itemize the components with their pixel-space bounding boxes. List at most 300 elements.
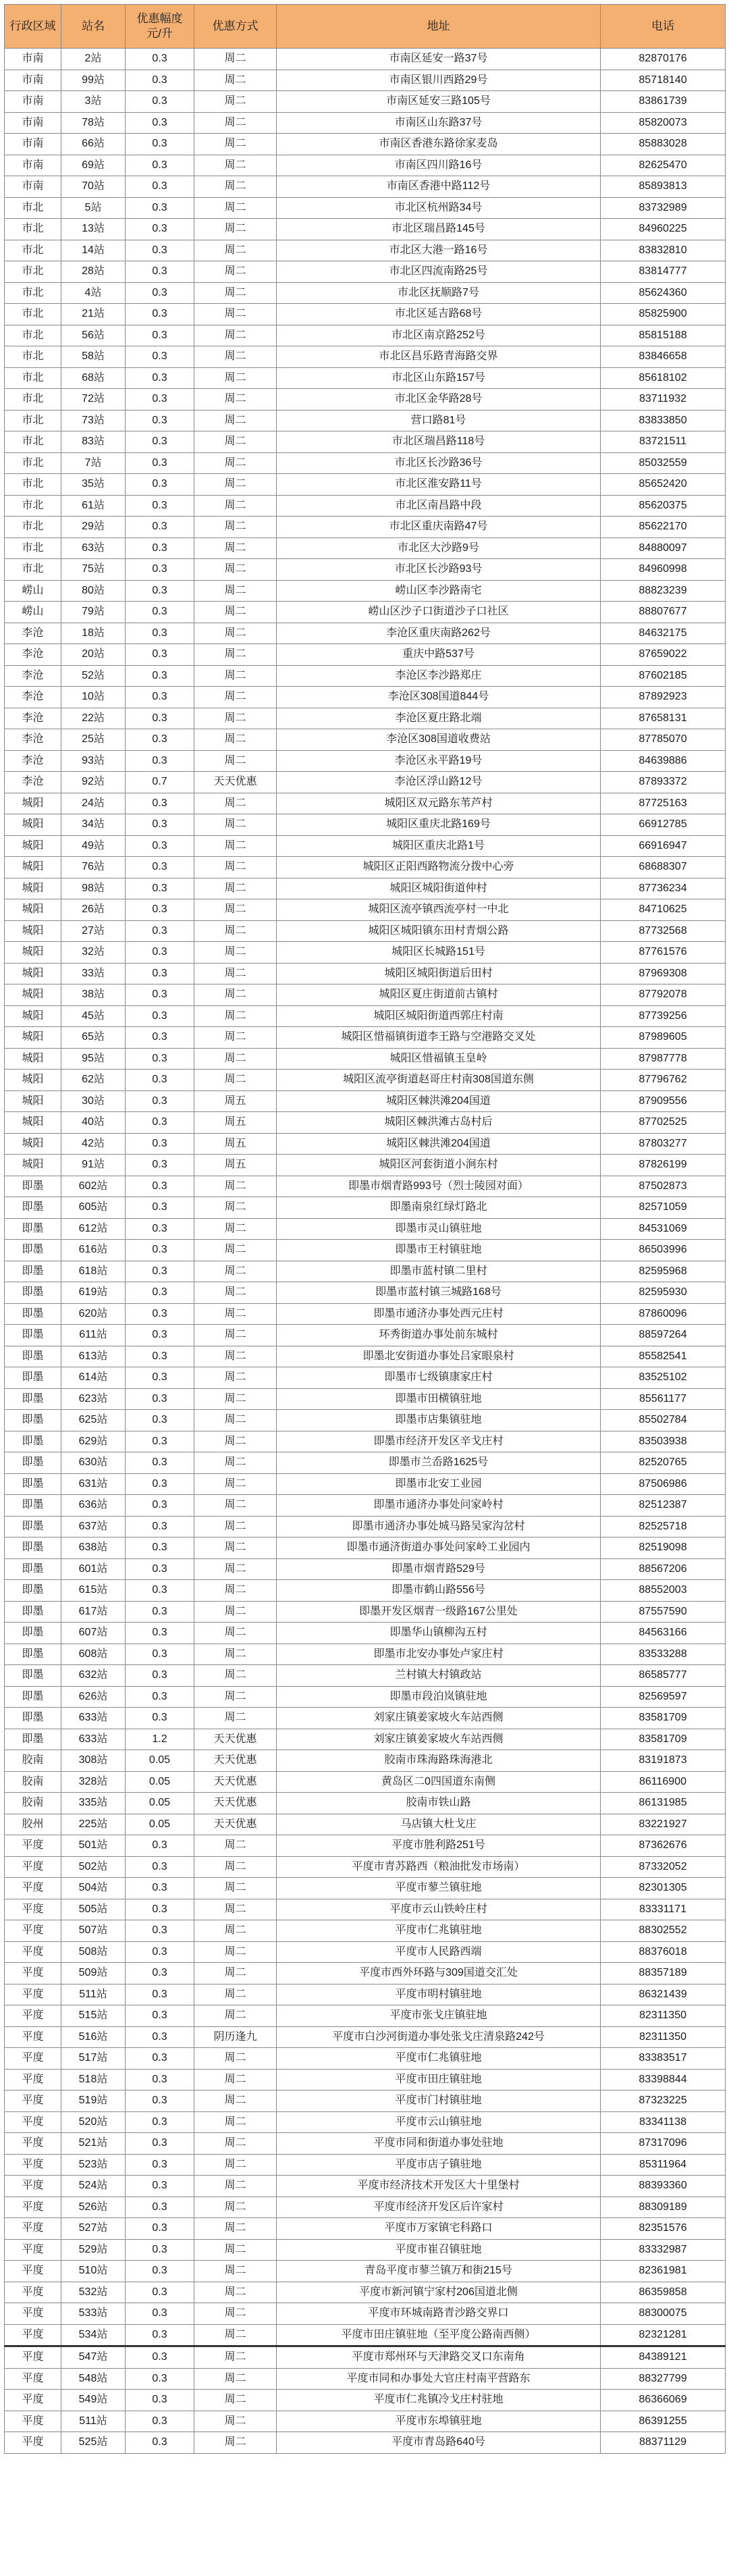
cell-address: 即墨市兰岙路1625号 — [277, 1452, 601, 1474]
cell-address: 市北区杭州路34号 — [277, 197, 601, 219]
cell-station: 28站 — [61, 261, 126, 283]
cell-station: 328站 — [61, 1771, 126, 1793]
cell-discount: 0.3 — [126, 431, 194, 453]
cell-address: 市北区淮安路11号 — [277, 474, 601, 496]
table-row — [5, 155, 726, 176]
cell-station: 524站 — [61, 2176, 126, 2197]
cell-station: 3站 — [61, 91, 126, 113]
cell-discount: 0.3 — [126, 1303, 194, 1325]
cell-discount: 0.3 — [126, 2346, 194, 2369]
cell-district: 平度 — [5, 2411, 61, 2432]
table-row — [5, 1133, 726, 1155]
cell-address: 平度市田庄镇驻地（至平度公路南西侧） — [277, 2324, 601, 2346]
cell-method: 周二 — [194, 2432, 277, 2454]
cell-phone: 87658131 — [601, 708, 726, 729]
cell-station: 5站 — [61, 197, 126, 219]
cell-address: 即墨市北安办事处卢家庄村 — [277, 1644, 601, 1665]
cell-district: 市北 — [5, 346, 61, 368]
cell-station: 534站 — [61, 2324, 126, 2346]
cell-address: 李沧区308国道844号 — [277, 687, 601, 708]
cell-phone: 86131985 — [601, 1793, 726, 1814]
cell-station: 63站 — [61, 537, 126, 559]
cell-address: 即墨市烟青路529号 — [277, 1558, 601, 1580]
cell-address: 市南区延安一路37号 — [277, 49, 601, 70]
header-row — [5, 5, 726, 49]
table-row — [5, 1644, 726, 1665]
cell-district: 崂山 — [5, 580, 61, 602]
cell-district: 平度 — [5, 2176, 61, 2197]
table-row — [5, 2432, 726, 2454]
cell-phone: 87557590 — [601, 1601, 726, 1623]
cell-discount: 0.3 — [126, 155, 194, 176]
cell-discount: 0.3 — [126, 410, 194, 431]
cell-method: 周二 — [194, 559, 277, 581]
cell-district: 平度 — [5, 1963, 61, 1984]
cell-district: 城阳 — [5, 984, 61, 1006]
cell-method: 周二 — [194, 2048, 277, 2070]
cell-phone: 85652420 — [601, 474, 726, 496]
cell-station: 26站 — [61, 899, 126, 921]
cell-station: 509站 — [61, 1963, 126, 1984]
cell-phone: 82625470 — [601, 155, 726, 176]
table-row — [5, 2261, 726, 2282]
cell-station: 548站 — [61, 2368, 126, 2390]
cell-discount: 0.3 — [126, 2154, 194, 2176]
table-row — [5, 1346, 726, 1367]
table-row — [5, 1686, 726, 1708]
cell-method: 周二 — [194, 1878, 277, 1899]
table-row — [5, 346, 726, 368]
cell-station: 638站 — [61, 1537, 126, 1559]
cell-phone: 86116900 — [601, 1771, 726, 1793]
cell-address: 市北区南京路252号 — [277, 325, 601, 346]
cell-phone: 87506986 — [601, 1473, 726, 1495]
cell-station: 508站 — [61, 1941, 126, 1963]
cell-method: 周二 — [194, 325, 277, 346]
cell-discount: 0.3 — [126, 1537, 194, 1559]
cell-station: 501站 — [61, 1835, 126, 1857]
table-row — [5, 517, 726, 538]
cell-station: 2站 — [61, 49, 126, 70]
cell-discount: 0.3 — [126, 1920, 194, 1942]
cell-phone: 87892923 — [601, 687, 726, 708]
cell-method: 天天优惠 — [194, 1771, 277, 1793]
table-row — [5, 1984, 726, 2005]
table-row — [5, 2282, 726, 2303]
cell-address: 城阳区城阳镇东田村青烟公路 — [277, 920, 601, 942]
cell-district: 市北 — [5, 474, 61, 496]
cell-phone: 82311350 — [601, 2005, 726, 2027]
cell-district: 平度 — [5, 2091, 61, 2112]
table-row — [5, 2390, 726, 2411]
table-row — [5, 2197, 726, 2218]
cell-district: 平度 — [5, 1835, 61, 1857]
cell-method: 天天优惠 — [194, 1793, 277, 1814]
cell-district: 即墨 — [5, 1729, 61, 1750]
cell-discount: 0.3 — [126, 1090, 194, 1112]
cell-station: 617站 — [61, 1601, 126, 1623]
cell-address: 即墨市烟青路993号（烈士陵园对面） — [277, 1176, 601, 1197]
cell-station: 615站 — [61, 1580, 126, 1602]
cell-address: 平度市同和街道办事处驻地 — [277, 2133, 601, 2155]
cell-station: 633站 — [61, 1708, 126, 1729]
cell-station: 549站 — [61, 2390, 126, 2411]
cell-phone: 87702525 — [601, 1112, 726, 1134]
cell-station: 38站 — [61, 984, 126, 1006]
cell-method: 周二 — [194, 282, 277, 304]
cell-discount: 0.3 — [126, 240, 194, 261]
cell-method: 周二 — [194, 1452, 277, 1474]
table-row — [5, 1090, 726, 1112]
cell-phone: 68688307 — [601, 857, 726, 878]
cell-address: 城阳区棘洪滩204国道 — [277, 1090, 601, 1112]
table-row — [5, 1580, 726, 1602]
cell-station: 72站 — [61, 389, 126, 411]
cell-phone: 82311350 — [601, 2026, 726, 2048]
cell-station: 547站 — [61, 2346, 126, 2369]
table-row — [5, 1963, 726, 1984]
cell-station: 69站 — [61, 155, 126, 176]
cell-station: 10站 — [61, 687, 126, 708]
cell-discount: 0.3 — [126, 1452, 194, 1474]
table-row — [5, 1708, 726, 1729]
cell-address: 平度市人民路西端 — [277, 1941, 601, 1963]
table-row — [5, 2176, 726, 2197]
cell-method: 周二 — [194, 1197, 277, 1219]
table-row — [5, 2346, 726, 2369]
cell-discount: 0.3 — [126, 1431, 194, 1452]
cell-method: 周二 — [194, 920, 277, 942]
cell-district: 平度 — [5, 1941, 61, 1963]
cell-station: 517站 — [61, 2048, 126, 2070]
cell-method: 周二 — [194, 580, 277, 602]
header-discount — [126, 5, 194, 49]
table-row — [5, 367, 726, 389]
cell-address: 平度市经济技术开发区大十里堡村 — [277, 2176, 601, 2197]
cell-phone: 82569597 — [601, 1686, 726, 1708]
cell-discount: 0.3 — [126, 814, 194, 836]
cell-station: 32站 — [61, 942, 126, 964]
cell-method: 周二 — [194, 665, 277, 687]
cell-method: 周二 — [194, 942, 277, 964]
cell-station: 511站 — [61, 1984, 126, 2005]
cell-district: 市北 — [5, 240, 61, 261]
cell-station: 73站 — [61, 410, 126, 431]
cell-method: 周二 — [194, 346, 277, 368]
cell-address: 市北区昌乐路青海路交界 — [277, 346, 601, 368]
cell-address: 市北区大沙路9号 — [277, 537, 601, 559]
cell-discount: 0.3 — [126, 580, 194, 602]
table-row — [5, 1070, 726, 1091]
cell-station: 68站 — [61, 367, 126, 389]
cell-district: 平度 — [5, 2005, 61, 2027]
cell-discount: 0.3 — [126, 602, 194, 623]
cell-discount: 0.3 — [126, 1218, 194, 1240]
cell-district: 即墨 — [5, 1410, 61, 1431]
cell-address: 市南区四川路16号 — [277, 155, 601, 176]
cell-phone: 87909556 — [601, 1090, 726, 1112]
cell-phone: 83581709 — [601, 1729, 726, 1750]
cell-station: 523站 — [61, 2154, 126, 2176]
cell-address: 市北区瑞昌路118号 — [277, 431, 601, 453]
cell-address: 平度市店子镇驻地 — [277, 2154, 601, 2176]
table-row — [5, 2411, 726, 2432]
cell-discount: 0.3 — [126, 1176, 194, 1197]
cell-discount: 0.3 — [126, 197, 194, 219]
cell-phone: 88302552 — [601, 1920, 726, 1942]
cell-discount: 0.3 — [126, 665, 194, 687]
cell-method: 周二 — [194, 1240, 277, 1261]
header-discount-text: 优惠幅度元/升 — [136, 12, 183, 40]
cell-discount: 0.3 — [126, 1197, 194, 1219]
cell-address: 即墨市王村镇驻地 — [277, 1240, 601, 1261]
cell-phone: 83833850 — [601, 410, 726, 431]
table-row — [5, 1729, 726, 1750]
table-row — [5, 2324, 726, 2346]
cell-district: 即墨 — [5, 1240, 61, 1261]
cell-address: 刘家庄镇姜家坡火车站西侧 — [277, 1708, 601, 1729]
cell-method: 周二 — [194, 1495, 277, 1517]
cell-phone: 87659022 — [601, 644, 726, 666]
cell-phone: 85561177 — [601, 1388, 726, 1410]
cell-phone: 82595930 — [601, 1282, 726, 1304]
cell-station: 33站 — [61, 963, 126, 984]
cell-address: 平度市新河镇宁家村206国道北侧 — [277, 2282, 601, 2303]
table-row — [5, 495, 726, 517]
cell-address: 平度市郑州环与天津路交叉口东南角 — [277, 2346, 601, 2369]
cell-station: 602站 — [61, 1176, 126, 1197]
cell-phone: 87317096 — [601, 2133, 726, 2155]
cell-phone: 85883028 — [601, 134, 726, 155]
cell-district: 城阳 — [5, 857, 61, 878]
cell-method: 周二 — [194, 1623, 277, 1644]
cell-method: 周二 — [194, 623, 277, 644]
cell-address: 平度市崔召镇驻地 — [277, 2239, 601, 2261]
table-row — [5, 1516, 726, 1537]
cell-method: 周二 — [194, 431, 277, 453]
cell-address: 即墨市通济办事处问家岭村 — [277, 1495, 601, 1517]
cell-station: 58站 — [61, 346, 126, 368]
cell-district: 市北 — [5, 410, 61, 431]
header-district: 行政区域 — [5, 5, 61, 49]
cell-discount: 0.3 — [126, 1644, 194, 1665]
cell-address: 市北区南昌路中段 — [277, 495, 601, 517]
cell-discount: 0.3 — [126, 2091, 194, 2112]
cell-district: 即墨 — [5, 1644, 61, 1665]
cell-phone: 88327799 — [601, 2368, 726, 2390]
cell-phone: 83332987 — [601, 2239, 726, 2261]
table-row — [5, 261, 726, 283]
cell-address: 崂山区沙子口街道沙子口社区 — [277, 602, 601, 623]
cell-station: 66站 — [61, 134, 126, 155]
cell-district: 城阳 — [5, 1070, 61, 1091]
cell-station: 80站 — [61, 580, 126, 602]
cell-discount: 0.3 — [126, 282, 194, 304]
cell-method: 周二 — [194, 878, 277, 899]
cell-address: 即墨南泉红绿灯路北 — [277, 1197, 601, 1219]
table-row — [5, 1856, 726, 1878]
cell-address: 平度市环城南路青沙路交界口 — [277, 2303, 601, 2325]
cell-station: 516站 — [61, 2026, 126, 2048]
cell-discount: 0.3 — [126, 219, 194, 240]
table-row — [5, 602, 726, 623]
cell-district: 平度 — [5, 2390, 61, 2411]
cell-station: 607站 — [61, 1623, 126, 1644]
cell-district: 平度 — [5, 2239, 61, 2261]
cell-method: 周二 — [194, 134, 277, 155]
cell-discount: 0.3 — [126, 1155, 194, 1176]
table-row — [5, 772, 726, 793]
cell-discount: 0.3 — [126, 1623, 194, 1644]
cell-station: 225站 — [61, 1814, 126, 1835]
cell-district: 胶南 — [5, 1750, 61, 1772]
cell-address: 平度市青岛路640号 — [277, 2432, 601, 2454]
cell-phone: 87732568 — [601, 920, 726, 942]
cell-discount: 0.3 — [126, 1686, 194, 1708]
cell-method: 周二 — [194, 1835, 277, 1857]
cell-district: 平度 — [5, 2026, 61, 2048]
cell-station: 520站 — [61, 2111, 126, 2133]
cell-address: 市北区瑞昌路145号 — [277, 219, 601, 240]
cell-discount: 0.3 — [126, 1346, 194, 1367]
cell-district: 即墨 — [5, 1580, 61, 1602]
table-row — [5, 920, 726, 942]
cell-district: 即墨 — [5, 1282, 61, 1304]
table-row — [5, 1303, 726, 1325]
cell-discount: 0.3 — [126, 1473, 194, 1495]
cell-phone: 84960225 — [601, 219, 726, 240]
cell-method: 周二 — [194, 899, 277, 921]
cell-method: 周二 — [194, 1558, 277, 1580]
cell-station: 34站 — [61, 814, 126, 836]
table-row — [5, 814, 726, 836]
cell-discount: 0.3 — [126, 1133, 194, 1155]
cell-discount: 0.3 — [126, 1282, 194, 1304]
cell-address: 城阳区夏庄街道前古镇村 — [277, 984, 601, 1006]
cell-station: 510站 — [61, 2261, 126, 2282]
cell-phone: 87987778 — [601, 1048, 726, 1070]
cell-phone: 84389121 — [601, 2346, 726, 2369]
cell-address: 青岛平度市蓼兰镇万和街215号 — [277, 2261, 601, 2282]
cell-district: 市南 — [5, 91, 61, 113]
header-phone: 电话 — [601, 5, 726, 49]
cell-phone: 83846658 — [601, 346, 726, 368]
cell-method: 周二 — [194, 155, 277, 176]
cell-method: 周二 — [194, 1516, 277, 1537]
cell-discount: 0.3 — [126, 2368, 194, 2390]
table-row — [5, 793, 726, 814]
cell-station: 605站 — [61, 1197, 126, 1219]
cell-method: 周二 — [194, 410, 277, 431]
cell-district: 即墨 — [5, 1218, 61, 1240]
cell-discount: 0.05 — [126, 1814, 194, 1835]
cell-district: 平度 — [5, 1856, 61, 1878]
table-row — [5, 1388, 726, 1410]
cell-phone: 88552003 — [601, 1580, 726, 1602]
cell-discount: 1.2 — [126, 1729, 194, 1750]
cell-address: 平度市同和办事处大官庄村南平营路东 — [277, 2368, 601, 2390]
cell-method: 周二 — [194, 1027, 277, 1049]
cell-method: 周二 — [194, 197, 277, 219]
cell-station: 61站 — [61, 495, 126, 517]
cell-address: 市北区重庆南路47号 — [277, 517, 601, 538]
cell-station: 636站 — [61, 1495, 126, 1517]
table-row — [5, 2303, 726, 2325]
cell-district: 李沧 — [5, 623, 61, 644]
cell-phone: 87725163 — [601, 793, 726, 814]
cell-method: 周二 — [194, 1005, 277, 1027]
cell-address: 平度市万家镇宅科路口 — [277, 2218, 601, 2240]
cell-address: 黄岛区二0四国道东南侧 — [277, 1771, 601, 1793]
table-row — [5, 1665, 726, 1687]
cell-phone: 88376018 — [601, 1941, 726, 1963]
cell-discount: 0.3 — [126, 1070, 194, 1091]
cell-address: 即墨华山镇柳沟五村 — [277, 1623, 601, 1644]
cell-phone: 87792078 — [601, 984, 726, 1006]
table-row — [5, 835, 726, 857]
cell-method: 周二 — [194, 452, 277, 474]
cell-station: 612站 — [61, 1218, 126, 1240]
cell-district: 平度 — [5, 2324, 61, 2346]
cell-district: 城阳 — [5, 1155, 61, 1176]
table-row — [5, 2005, 726, 2027]
cell-station: 4站 — [61, 282, 126, 304]
cell-district: 平度 — [5, 2368, 61, 2390]
cell-address: 市北区长沙路93号 — [277, 559, 601, 581]
cell-station: 633站 — [61, 1729, 126, 1750]
table-row — [5, 2218, 726, 2240]
cell-district: 平度 — [5, 2154, 61, 2176]
table-row — [5, 1814, 726, 1835]
cell-phone: 88371129 — [601, 2432, 726, 2454]
table-row — [5, 1623, 726, 1644]
cell-phone: 85624360 — [601, 282, 726, 304]
cell-station: 626站 — [61, 1686, 126, 1708]
cell-phone: 84632175 — [601, 623, 726, 644]
cell-discount: 0.3 — [126, 1835, 194, 1857]
cell-method: 周二 — [194, 70, 277, 91]
table-row — [5, 580, 726, 602]
cell-discount: 0.3 — [126, 1516, 194, 1537]
cell-discount: 0.3 — [126, 304, 194, 325]
cell-discount: 0.3 — [126, 2218, 194, 2240]
table-row — [5, 1771, 726, 1793]
cell-discount: 0.3 — [126, 2048, 194, 2070]
cell-address: 市南区香港中路112号 — [277, 176, 601, 198]
cell-phone: 83221927 — [601, 1814, 726, 1835]
cell-method: 周二 — [194, 261, 277, 283]
cell-method: 周二 — [194, 2324, 277, 2346]
cell-address: 李沧区永平路19号 — [277, 750, 601, 772]
table-row — [5, 2069, 726, 2091]
cell-address: 城阳区重庆北路169号 — [277, 814, 601, 836]
cell-phone: 82520765 — [601, 1452, 726, 1474]
cell-address: 城阳区流亭街道赵哥庄村南308国道东侧 — [277, 1070, 601, 1091]
cell-phone: 82301305 — [601, 1878, 726, 1899]
table-row — [5, 1027, 726, 1049]
cell-method: 周二 — [194, 2005, 277, 2027]
table-row — [5, 665, 726, 687]
cell-district: 市北 — [5, 367, 61, 389]
cell-district: 即墨 — [5, 1388, 61, 1410]
cell-phone: 87860096 — [601, 1303, 726, 1325]
cell-discount: 0.3 — [126, 878, 194, 899]
cell-method: 周二 — [194, 708, 277, 729]
cell-phone: 86366069 — [601, 2390, 726, 2411]
table-row — [5, 537, 726, 559]
cell-phone: 85815188 — [601, 325, 726, 346]
table-row — [5, 112, 726, 134]
